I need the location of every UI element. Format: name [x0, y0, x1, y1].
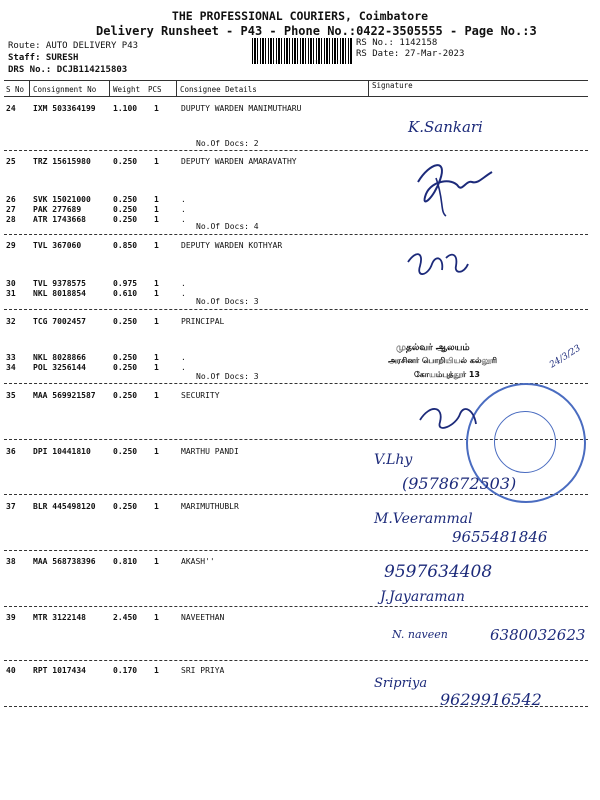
row-consignee: . [181, 205, 186, 214]
row-weight: 0.975 [113, 279, 138, 288]
doc-count: No.Of Docs: 3 [196, 297, 259, 306]
row-consignment: NKL 8018854 [33, 289, 86, 298]
row-sno: 35 [6, 391, 16, 400]
row-consignee: . [181, 363, 186, 372]
row-sno: 25 [6, 157, 16, 166]
principal-stamp-line3: கோயம்புத்தூர் 13 [414, 370, 480, 379]
row-weight: 0.250 [113, 205, 138, 214]
row-separator [4, 660, 588, 661]
row-sno: 24 [6, 104, 16, 113]
row-consignment: RPT 1017434 [33, 666, 86, 675]
row-consignment: MAA 569921587 [33, 391, 96, 400]
row-consignee: PRINCIPAL [181, 317, 225, 326]
row-consignment: TRZ 15615980 [33, 157, 91, 166]
doc-count: No.Of Docs: 4 [196, 222, 259, 231]
row-sno: 37 [6, 502, 16, 511]
row-pcs: 1 [154, 613, 159, 622]
row-weight: 0.250 [113, 363, 138, 372]
row-separator [4, 606, 588, 607]
row-sno: 39 [6, 613, 16, 622]
row-consignee: MARTHU PANDI [181, 447, 239, 456]
signature-37-phone: 9655481846 [452, 528, 548, 546]
barcode [252, 38, 352, 64]
signature-29-scribble [402, 244, 482, 284]
security-signature-scribble [416, 400, 482, 434]
row-consignee: AKASH'' [181, 557, 215, 566]
row-consignee: DEPUTY WARDEN KOTHYAR [181, 241, 283, 250]
row-weight: 0.250 [113, 215, 138, 224]
row-weight: 0.250 [113, 317, 138, 326]
row-weight: 2.450 [113, 613, 138, 622]
rs-date: RS Date: 27-Mar-2023 [356, 49, 465, 59]
row-consignment: PAK 277689 [33, 205, 82, 214]
row-sno: 28 [6, 215, 16, 224]
col-header-signature: Signature [372, 81, 413, 90]
row-sno: 32 [6, 317, 16, 326]
row-consignee: . [181, 215, 186, 224]
row-pcs: 1 [154, 215, 159, 224]
row-sno: 40 [6, 666, 16, 675]
row-weight: 0.250 [113, 195, 138, 204]
row-consignee: . [181, 195, 186, 204]
row-consignment: MTR 3122148 [33, 613, 86, 622]
row-consignment: SVK 15021000 [33, 195, 91, 204]
row-pcs: 1 [154, 391, 159, 400]
row-sno: 36 [6, 447, 16, 456]
row-pcs: 1 [154, 289, 159, 298]
row-pcs: 1 [154, 205, 159, 214]
row-weight: 0.170 [113, 666, 138, 675]
signature-38-phone: 9597634408 [384, 562, 493, 582]
row-consignee: NAVEETHAN [181, 613, 225, 622]
row-pcs: 1 [154, 502, 159, 511]
signature-36-phone: (9578672503) [402, 474, 517, 493]
signature-37-name: M.Veerammal [374, 511, 473, 527]
signature-40-phone: 9629916542 [440, 690, 542, 709]
row-weight: 0.250 [113, 353, 138, 362]
drs-number: DRS No.: DCJB114215803 [8, 65, 128, 75]
principal-stamp-line1: முதல்வர் ஆலயம் [396, 343, 470, 353]
column-divider [109, 81, 110, 96]
col-header-pcs: PCS [148, 85, 162, 94]
signature-24: K.Sankari [408, 118, 483, 136]
row-weight: 0.610 [113, 289, 138, 298]
col-header-sno: S No [6, 85, 25, 94]
table-top-rule [4, 80, 588, 81]
col-header-weight: Weight [113, 85, 141, 94]
row-consignment: MAA 568738396 [33, 557, 96, 566]
row-consignee: SRI PRIYA [181, 666, 225, 675]
row-weight: 0.250 [113, 391, 138, 400]
row-sno: 29 [6, 241, 16, 250]
row-consignment: IXM 503364199 [33, 104, 96, 113]
row-consignment: TVL 367060 [33, 241, 82, 250]
row-consignment: TCG 7002457 [33, 317, 86, 326]
signature-38-name: J.Jayaraman [380, 589, 465, 605]
row-weight: 0.250 [113, 157, 138, 166]
row-consignment: NKL 8028866 [33, 353, 86, 362]
row-consignment: POL 3256144 [33, 363, 86, 372]
table-header-rule [4, 96, 588, 97]
row-separator [4, 234, 588, 235]
round-seal-inner [494, 411, 556, 473]
row-consignee: MARIMUTHUBLR [181, 502, 239, 511]
row-consignment: BLR 445498120 [33, 502, 96, 511]
row-separator [4, 309, 588, 310]
row-pcs: 1 [154, 317, 159, 326]
row-sno: 31 [6, 289, 16, 298]
row-pcs: 1 [154, 104, 159, 113]
rs-number: RS No.: 1142158 [356, 38, 438, 48]
row-consignment: DPI 10441810 [33, 447, 91, 456]
row-pcs: 1 [154, 557, 159, 566]
signature-36-name: V.Lhy [374, 452, 413, 468]
row-consignee: . [181, 289, 186, 298]
company-title: THE PROFESSIONAL COURIERS, Coimbatore [171, 9, 429, 23]
column-divider [29, 81, 30, 96]
row-weight: 0.250 [113, 502, 138, 511]
row-weight: 0.250 [113, 447, 138, 456]
row-pcs: 1 [154, 447, 159, 456]
row-weight: 0.850 [113, 241, 138, 250]
row-sno: 27 [6, 205, 16, 214]
row-consignment: TVL 9378575 [33, 279, 86, 288]
doc-count: No.Of Docs: 3 [196, 372, 259, 381]
row-consignee: . [181, 353, 186, 362]
row-weight: 1.100 [113, 104, 138, 113]
row-sno: 38 [6, 557, 16, 566]
row-consignee: . [181, 279, 186, 288]
column-divider [176, 81, 177, 96]
doc-count: No.Of Docs: 2 [196, 139, 259, 148]
row-sno: 26 [6, 195, 16, 204]
route-label: Route: AUTO DELIVERY P43 [8, 41, 139, 51]
row-weight: 0.810 [113, 557, 138, 566]
row-pcs: 1 [154, 157, 159, 166]
signature-39-phone: 6380032623 [490, 626, 586, 644]
signature-39-name: N. naveen [392, 628, 448, 641]
principal-stamp-line2: அரசினர் பொறியியல் கல்லூரி [388, 356, 498, 365]
row-pcs: 1 [154, 363, 159, 372]
row-pcs: 1 [154, 353, 159, 362]
row-separator [4, 550, 588, 551]
row-sno: 33 [6, 353, 16, 362]
row-sno: 30 [6, 279, 16, 288]
row-consignee: SECURITY [181, 391, 220, 400]
row-consignee: DUPUTY WARDEN MANIMUTHARU [181, 104, 302, 113]
col-header-consignment: Consignment No [33, 85, 97, 94]
row-consignment: ATR 1743668 [33, 215, 86, 224]
runsheet-subtitle: Delivery Runsheet - P43 - Phone No.:0422-3505555 - Page No.:3 [96, 24, 537, 38]
stamp-date: 24/3/23 [547, 343, 583, 371]
col-header-consignee: Consignee Details [180, 85, 257, 94]
row-sno: 34 [6, 363, 16, 372]
row-pcs: 1 [154, 279, 159, 288]
row-pcs: 1 [154, 195, 159, 204]
signature-40-name: Sripriya [374, 676, 428, 691]
row-pcs: 1 [154, 241, 159, 250]
row-pcs: 1 [154, 666, 159, 675]
signature-25-scribble [400, 150, 510, 220]
column-divider [368, 81, 369, 96]
row-consignee: DEPUTY WARDEN AMARAVATHY [181, 157, 297, 166]
row-separator [4, 383, 588, 384]
staff-label: Staff: SURESH [8, 53, 79, 63]
